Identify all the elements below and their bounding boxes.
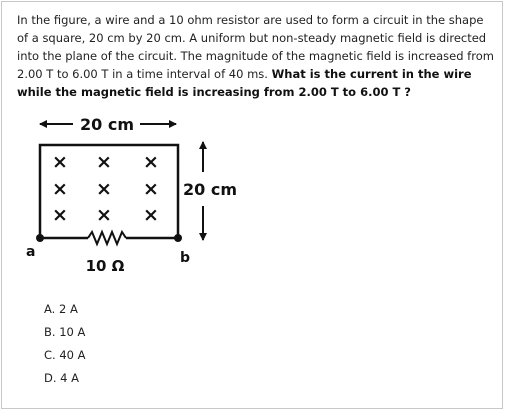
field-cross-icon: × [143, 178, 159, 200]
field-cross-icon: × [52, 204, 68, 226]
terminal-b-label: b [180, 250, 191, 266]
answer-option-a[interactable]: A. 2 A [44, 302, 78, 316]
field-cross-icon: × [52, 151, 68, 173]
field-cross-icon: × [96, 204, 112, 226]
field-cross-icon: × [143, 204, 159, 226]
terminal-a [36, 234, 44, 242]
resistor-label: 10 Ω [85, 257, 125, 275]
field-cross-icon: × [52, 178, 68, 200]
answer-option-d[interactable]: D. 4 A [44, 371, 80, 385]
field-cross-icon: × [143, 151, 159, 173]
field-cross-icon: × [96, 178, 112, 200]
terminal-a-label: a [26, 244, 36, 260]
field-cross-icon: × [96, 151, 112, 173]
width-label: 20 cm [80, 115, 134, 134]
answer-option-b[interactable]: B. 10 A [44, 325, 86, 339]
height-label: 20 cm [183, 180, 237, 199]
question-prompt: What is the current in the wire while the magnetic field is increasing from 2.00 T to 6.00 T ? [17, 67, 472, 99]
answer-options [44, 298, 86, 390]
field-into-page-markers [52, 151, 159, 226]
terminal-b [174, 234, 182, 242]
question-body: In the figure, a wire and a 10 ohm resistor are used to form a circuit in the shape of a square, 20 cm by 20 cm. A uniform but non-steady magnetic field is directed into the plane of the circuit. The magnitude of the magnetic field is increased from 2.00 T to 6.00 T in a time interval of 40 ms. [17, 13, 494, 81]
answer-option-c[interactable]: C. 40 A [44, 348, 86, 362]
